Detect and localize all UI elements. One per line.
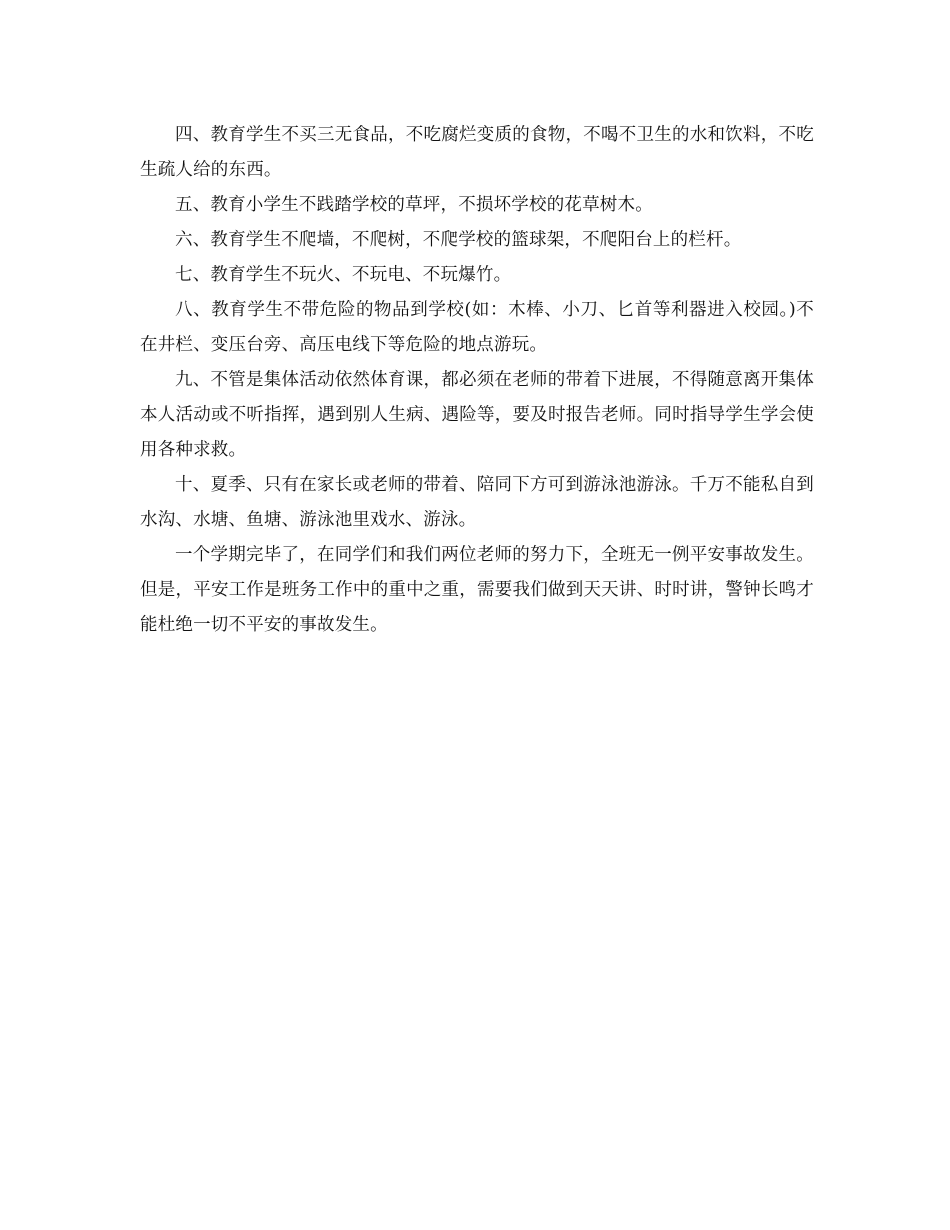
paragraph-7: 七、教育学生不玩火、不玩电、不玩爆竹。 (175, 265, 512, 285)
paragraph-4: 四、教育学生不买三无食品，不吃腐烂变质的食物，不喝不卫生的水和饮料，不吃生疏人给的东西。 (140, 125, 814, 180)
paragraph-6: 六、教育学生不爬墙，不爬树，不爬学校的篮球架，不爬阳台上的栏杆。 (175, 230, 742, 250)
paragraph-5: 五、教育小学生不践踏学校的草坪，不损坏学校的花草树木。 (175, 195, 653, 215)
paragraph-9: 九、不管是集体活动依然体育课，都必须在老师的带着下进展，不得随意离开集体本人活动或不听指挥，遇到别人生病、遇险等，要及时报告老师。同时指导学生学会使用各种求救。 (140, 370, 814, 460)
paragraph-10: 十、夏季、只有在家长或老师的带着、陪同下方可到游泳池游泳。千万不能私自到水沟、水塘、鱼塘、游泳池里戏水、游泳。 (140, 475, 814, 530)
document-body (140, 118, 814, 643)
paragraph-8: 八、教育学生不带危险的物品到学校(如：木棒、小刀、匕首等利器进入校园。)不在井栏、变压台旁、高压电线下等危险的地点游玩。 (140, 300, 814, 355)
paragraph-summary: 一个学期完毕了，在同学们和我们两位老师的努力下，全班无一例平安事故发生。但是，平安工作是班务工作中的重中之重，需要我们做到天天讲、时时讲，警钟长鸣才能杜绝一切不平安的事故发生。 (140, 545, 814, 635)
